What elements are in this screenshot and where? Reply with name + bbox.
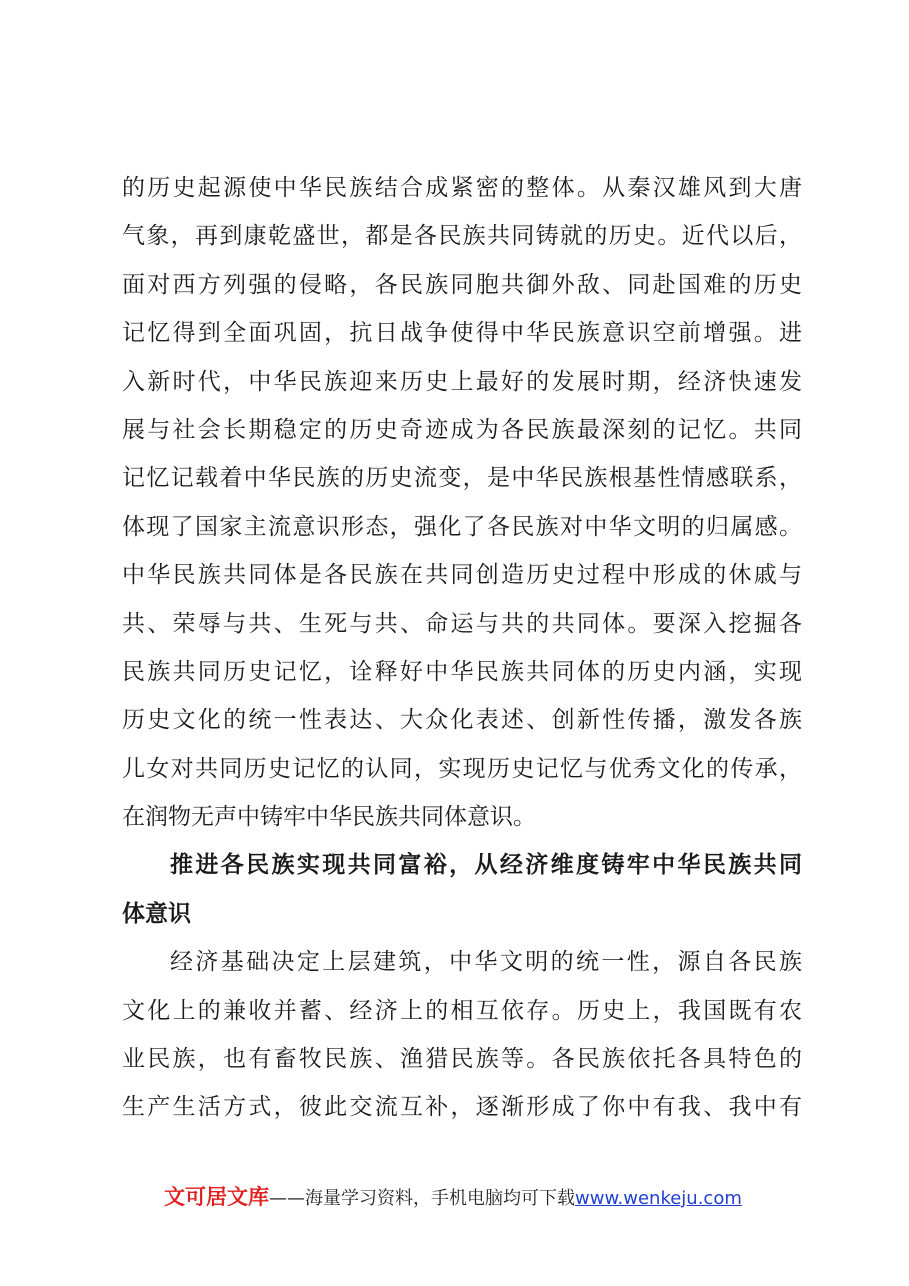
section-heading: 体意识 [122, 900, 191, 927]
text-line: 中华民族共同体是各民族在共同创造历史过程中形成的休戚与 [122, 562, 802, 589]
text-line: 记忆记载着中华民族的历史流变，是中华民族根基性情感联系， [122, 465, 802, 492]
brand-name: 文可居文库 [164, 1185, 269, 1209]
text-line: 儿女对共同历史记忆的认同，实现历史记忆与优秀文化的传承， [122, 755, 802, 782]
website-link[interactable]: www.wenkeju.com [575, 1188, 742, 1209]
text-line: 文化上的兼收并蓄、经济上的相互依存。历史上，我国既有农 [122, 997, 802, 1024]
text-line: 展与社会长期稳定的历史奇迹成为各民族最深刻的记忆。共同 [122, 416, 802, 443]
text-line: 民族共同历史记忆，诠释好中华民族共同体的历史内涵，实现 [122, 658, 802, 685]
text-line: 体现了国家主流意识形态，强化了各民族对中华文明的归属感。 [122, 513, 802, 540]
text-line: 共、荣辱与共、生死与共、命运与共的共同体。要深入挖掘各 [122, 610, 802, 637]
text-line: 入新时代，中华民族迎来历史上最好的发展时期，经济快速发 [122, 368, 802, 395]
text-line: 业民族，也有畜牧民族、渔猎民族等。各民族依托各具特色的 [122, 1046, 802, 1073]
text-line: 记忆得到全面巩固，抗日战争使得中华民族意识空前增强。进 [122, 320, 802, 347]
text-line: 气象，再到康乾盛世，都是各民族共同铸就的历史。近代以后， [122, 223, 802, 250]
text-line: 面对西方列强的侵略，各民族同胞共御外敌、同赴国难的历史 [122, 271, 802, 298]
text-line: 历史文化的统一性表达、大众化表述、创新性传播，激发各族 [122, 707, 802, 734]
text-line: 经济基础决定上层建筑，中华文明的统一性，源自各民族 [170, 949, 802, 976]
text-line: 生产生活方式，彼此交流互补，逐渐形成了你中有我、我中有 [122, 1094, 802, 1121]
section-heading: 推进各民族实现共同富裕，从经济维度铸牢中华民族共同 [170, 852, 802, 879]
document-body [122, 164, 802, 1132]
text-line: 在润物无声中铸牢中华民族共同体意识。 [122, 804, 536, 831]
footer-slogan: ——海量学习资料，手机电脑均可下载 [269, 1188, 575, 1209]
text-line: 的历史起源使中华民族结合成紧密的整体。从秦汉雄风到大唐 [122, 175, 802, 201]
footer-banner [164, 1182, 742, 1212]
